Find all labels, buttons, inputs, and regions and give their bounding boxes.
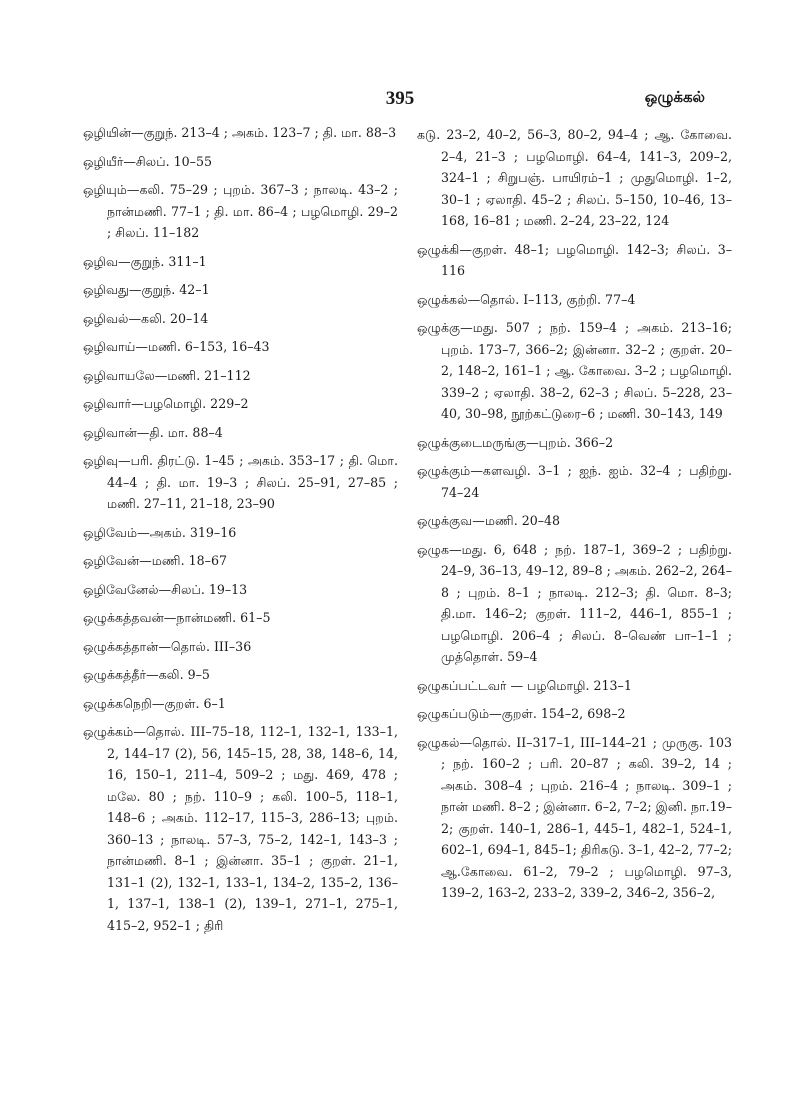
page-number: 395: [385, 88, 415, 109]
index-entry: ஒழுக்கும்—களவழி. 3–1 ; ஐந். ஐம். 32–4 ; பதிற்று. 74–24: [417, 463, 732, 500]
index-entry: ஒழுக்கத்தவன்—நான்மணி. 61–5: [83, 610, 271, 625]
index-entry: ஒழிவேம்—அகம். 319–16: [83, 524, 237, 540]
right-column: [417, 124, 732, 911]
index-entry: ஒழுக்கத்தீர்—கலி. 9–5: [83, 667, 210, 682]
index-entry: ஒழிவார்—பழமொழி. 229–2: [83, 396, 249, 411]
index-entry: ஒழிவான்—தி. மா. 88–4: [83, 424, 223, 440]
index-entry: ஒழிவல்—கலி. 20–14: [83, 310, 209, 326]
index-entry: ஒழுக்கல்—தொல். I–113, குற்றி. 77–4: [417, 291, 636, 307]
index-entry: ஒழிவ—குறுந். 311–1: [83, 253, 207, 269]
index-entry: ஒழுகல்—தொல். II–317–1, III–144–21 ; முருகு. 103 ; நற். 160–2 ; பரி. 20–87 ; கலி. 39–2, 14 ; அகம். 308–4 ; புறம். 216–4 ; நாலடி. 309–1 ; நான் மணி. 8–2 ; இன்னா. 6–2, 7–2; இனி. நா.19–2; குறள். 140–1, 286–1, 445–1, 482–1, 524–1, 602–1, 694–1, 845–1; திரிகடு. 3–1, 42–2, 77–2; ஆ.கோவை. 61–2, 79–2 ; பழமொழி. 97–3, 139–2, 163–2, 233–2, 339–2, 346–2, 356–2,: [417, 734, 732, 900]
index-entry: கடு. 23–2, 40–2, 56–3, 80–2, 94–4 ; ஆ. கோவை. 2–4, 21–3 ; பழமொழி. 64–4, 141–3, 209–2, 324–1 ; சிறுபஞ். பாயிரம்–1 ; முதுமொழி. 1–2, 30–1 ; ஏலாதி. 45–2 ; சிலப். 5–150, 10–46, 13–168, 16–81 ; மணி. 2–24, 23–22, 124: [417, 127, 732, 228]
index-entry: ஒழியீர்—சிலப். 10–55: [83, 153, 212, 169]
index-entry: ஒழுகப்பட்டவர் — பழமொழி. 213–1: [417, 677, 632, 693]
index-entry: ஒழிவாய்—மணி. 6–153, 16–43: [83, 339, 270, 354]
left-column: [83, 122, 398, 943]
index-entry: ஒழிவது—குறுந். 42–1: [83, 282, 210, 297]
running-head: ஒழுக்கல்: [644, 88, 705, 106]
index-entry: ஒழுக—மது. 6, 648 ; நற். 187–1, 369–2 ; பதிற்று. 24–9, 36–13, 49–12, 89–8 ; அகம். 262–2, 264–8 ; புறம். 8–1 ; நாலடி. 212–3; தி. மொ. 8–3; தி.மா. 146–2; குறள். 111–2, 446–1, 855–1 ; பழமொழி. 206–4 ; சிலப். 8–வெண் பா–1–1 ; முத்தொள். 59–4: [417, 541, 732, 664]
index-entry: ஒழிவேன்—மணி. 18–67: [83, 553, 227, 568]
index-entry: ஒழிவாயலே—மணி. 21–112: [83, 367, 251, 383]
index-entry: ஒழியின்—குறுந். 213–4 ; அகம். 123–7 ; தி. மா. 88–3: [83, 125, 397, 140]
index-entry: ஒழுக்கத்தான்—தொல். III–36: [83, 638, 252, 654]
index-entry: ஒழுக்குடைமருங்கு—புறம். 366–2: [417, 434, 614, 450]
index-entry: ஒழுக்கி—குறள். 48–1; பழமொழி. 142–3; சிலப். 3–116: [417, 241, 732, 278]
index-entry: ஒழுகப்படும்—குறள். 154–2, 698–2: [417, 706, 626, 721]
index-entry: ஒழுக்கம்—தொல். III–75–18, 112–1, 132–1, 133–1, 2, 144–17 (2), 56, 145–15, 28, 38, 148–6, 14, 16, 150–1, 211–4, 509–2 ; மது. 469, 478 ; மலே. 80 ; நற். 110–9 ; கலி. 100–5, 118–1, 148–6 ; அகம். 112–17, 115–3, 286–13; புறம். 360–13 ; நாலடி. 57–3, 75–2, 142–1, 143–3 ; நான்மணி. 8–1 ; இன்னா. 35–1 ; குறள். 21–1, 131–1 (2), 132–1, 133–1, 134–2, 135–2, 136–1, 137–1, 138–1 (2), 139–1, 271–1, 275–1, 415–2, 952–1 ; திரி: [83, 724, 398, 933]
index-entry: ஒழுக்குவ—மணி. 20–48: [417, 513, 561, 528]
index-entry: ஒழுக்கநெறி—குறள். 6–1: [83, 695, 226, 711]
index-entry: ஒழுக்கு—மது. 507 ; நற். 159–4 ; அகம். 213–16; புறம். 173–7, 366–2; இன்னா. 32–2 ; குறள். 20–2, 148–2, 161–1 ; ஆ. கோவை. 3–2 ; பழமொழி. 339–2 ; ஏலாதி. 38–2, 62–3 ; சிலப். 5–228, 23–40, 30–98, நூற்கட்டுரை–6 ; மணி. 30–143, 149: [417, 320, 732, 421]
index-entry: ஒழிவு—பரி. திரட்டு. 1–45 ; அகம். 353–17 ; தி. மொ. 44–4 ; தி. மா. 19–3 ; சிலப். 25–91, 27–85 ; மணி. 27–11, 21–18, 23–90: [83, 453, 398, 511]
index-entry: ஒழியும்—கலி. 75–29 ; புறம். 367–3 ; நாலடி. 43–2 ; நான்மணி. 77–1 ; தி. மா. 86–4 ; பழமொழி. 29–2 ; சிலப். 11–182: [83, 182, 398, 240]
index-entry: ஒழிவேனேல்—சிலப். 19–13: [83, 581, 248, 597]
